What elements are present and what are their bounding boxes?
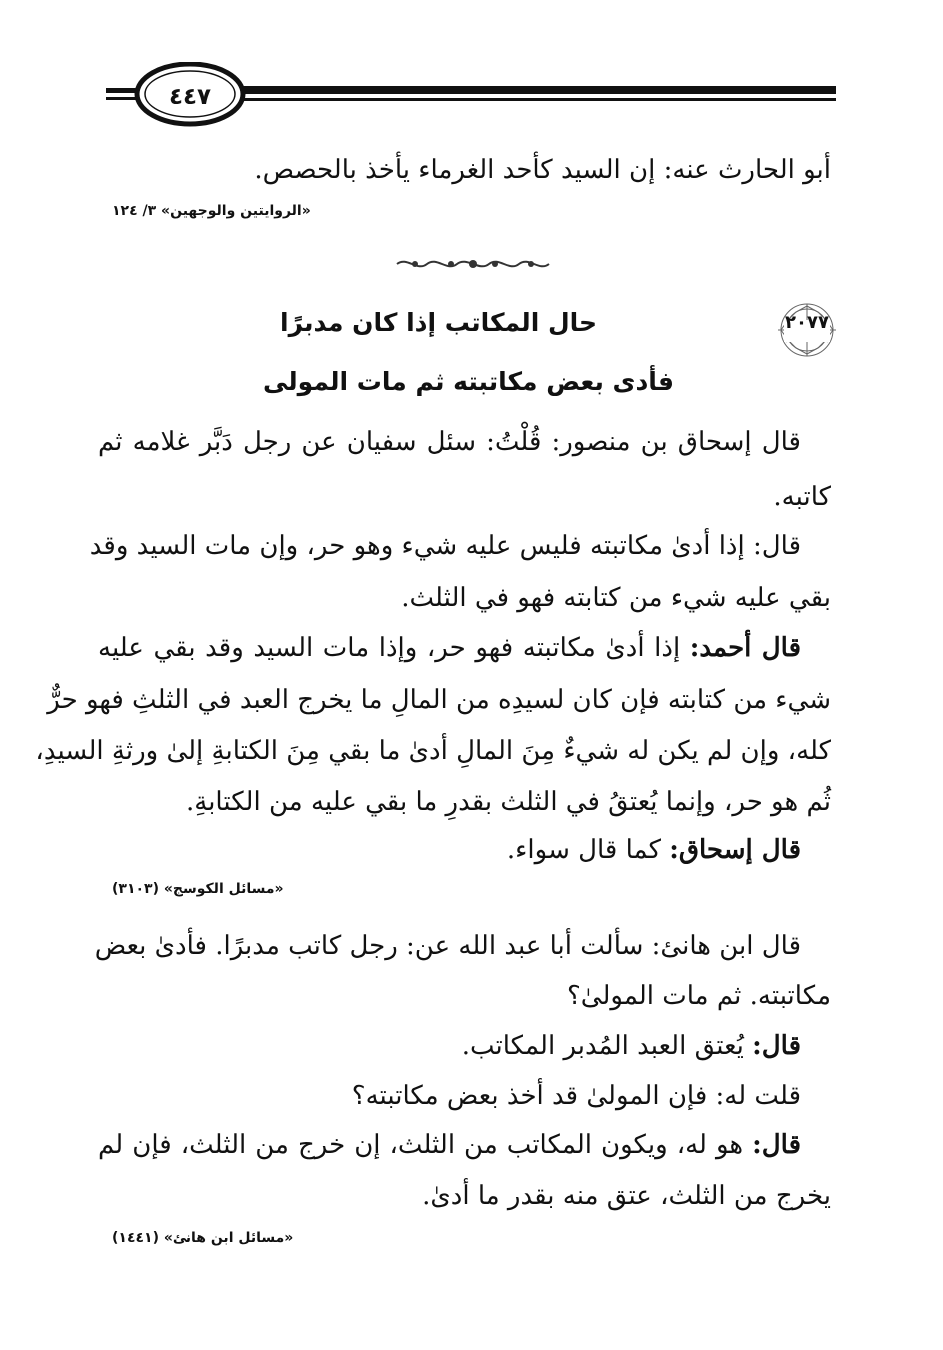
text-line: قال إسحاق بن منصور: قُلْتُ: سئل سفيان عن رجل دَبَّر غلامه ثم bbox=[98, 427, 801, 457]
text-line: قال: يُعتق العبد المُدبر المكاتب. bbox=[461, 1031, 801, 1061]
text-line: قال أحمد: إذا أدىٰ مكاتبته فهو حر، وإذا مات السيد وقد بقي عليه bbox=[98, 633, 801, 663]
speaker-label: قال إسحاق: bbox=[669, 835, 801, 865]
text-line: يخرج من الثلث، عتق منه بقدر ما أدىٰ. bbox=[422, 1181, 831, 1211]
text-line: ثُم هو حر، وإنما يُعتقُ في الثلث بقدرِ ما بقي عليه من الكتابةِ. bbox=[185, 787, 831, 817]
text-line: قلت له: فإن المولىٰ قد أخذ بعض مكاتبته؟ bbox=[351, 1081, 801, 1111]
speaker-label: قال: bbox=[752, 1031, 801, 1061]
text-line: بقي عليه شيء من كتابته فهو في الثلث. bbox=[401, 583, 831, 613]
page-number: ٤٤٧ bbox=[168, 84, 212, 110]
section-title-line-2: فأدى بعض مكاتبته ثم مات المولى bbox=[263, 367, 675, 396]
speaker-label: قال أحمد: bbox=[689, 633, 801, 663]
section-title-line-1: حال المكاتب إذا كان مدبرًا bbox=[280, 308, 598, 337]
text-line: كله، وإن لم يكن له شيءٌ مِنَ المالِ أدىٰ ما بقي مِنَ الكتابةِ إلىٰ ورثةِ السيدِ، bbox=[35, 736, 831, 766]
text-line: كاتبه. bbox=[773, 482, 831, 512]
text-line: قال إسحاق: كما قال سواء. bbox=[506, 835, 801, 865]
section-number: ٢٠٧٧ bbox=[785, 312, 829, 333]
ornament-divider bbox=[393, 254, 553, 274]
text-line: شيء من كتابته فإن كان لسيدِه من المالِ ما يخرج العبد في الثلثِ فهو حرٌّ bbox=[47, 685, 831, 715]
source-reference: «الروايتين والوجهين» ٣/ ١٢٤ bbox=[112, 203, 311, 219]
text-line: قال: هو له، ويكون المكاتب من الثلث، إن خرج من الثلث، فإن لم bbox=[98, 1130, 801, 1160]
speaker-label: قال: bbox=[752, 1130, 801, 1160]
text-line: قال ابن هانئ: سألت أبا عبد الله عن: رجل كاتب مدبرًا. فأدىٰ بعض bbox=[94, 931, 801, 961]
source-reference: «مسائل ابن هانئ» (١٤٤١) bbox=[112, 1230, 294, 1246]
source-reference: «مسائل الكوسج» (٣١٠٣) bbox=[112, 881, 284, 897]
text-line: أبو الحارث عنه: إن السيد كأحد الغرماء يأخذ بالحصص. bbox=[254, 155, 831, 185]
text-line: مكاتبته. ثم مات المولىٰ؟ bbox=[567, 981, 831, 1011]
page-header bbox=[100, 62, 836, 138]
text-line: قال: إذا أدىٰ مكاتبته فليس عليه شيء وهو حر، وإن مات السيد وقد bbox=[89, 531, 801, 561]
